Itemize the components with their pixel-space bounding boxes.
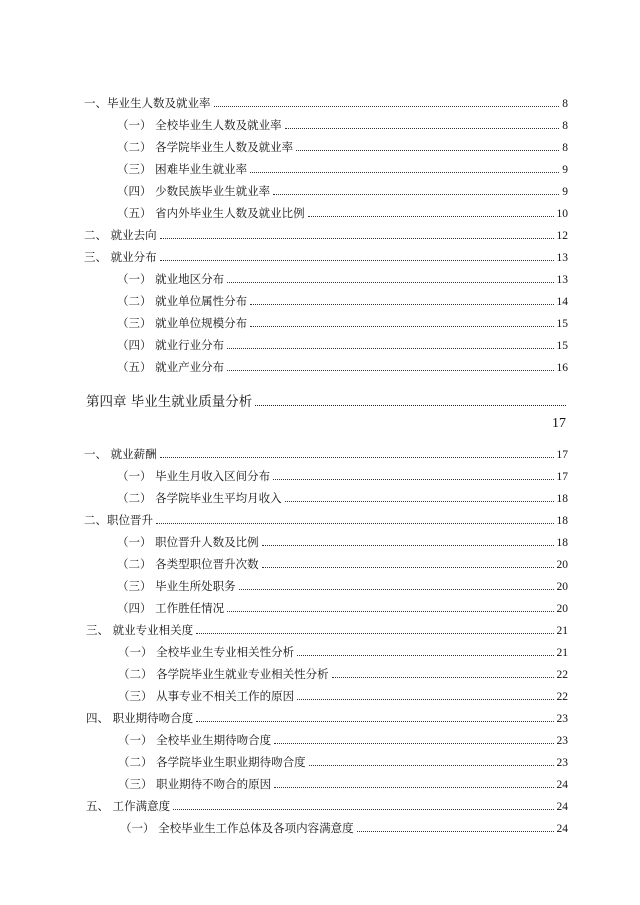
dot-leader <box>308 216 554 217</box>
dot-leader <box>332 677 554 678</box>
toc-page-number: 23 <box>556 757 568 769</box>
toc-entry[interactable] <box>117 534 568 551</box>
dot-leader <box>227 348 553 349</box>
toc-page-number: 15 <box>556 318 568 330</box>
toc-entry-label: （一） 全校毕业生工作总体及各项内容满意度 <box>120 821 354 835</box>
toc-entry[interactable] <box>86 798 568 815</box>
toc-entry-label: 二、 就业去向 <box>84 228 157 242</box>
toc-entry-label: 三、 就业专业相关度 <box>86 623 194 637</box>
toc-entry[interactable] <box>118 644 568 661</box>
dot-leader <box>160 238 554 239</box>
toc-entry-label: （五） 省内外毕业生人数及就业比例 <box>117 206 305 220</box>
dot-leader <box>274 743 553 744</box>
toc-entry[interactable] <box>118 732 568 749</box>
toc-entry-label: （二） 各学院毕业生平均月收入 <box>117 491 282 505</box>
toc-page-number: 23 <box>556 735 568 747</box>
toc-page-number: 18 <box>556 537 568 549</box>
dot-leader <box>285 501 554 502</box>
toc-entry-label: （五） 就业产业分布 <box>117 360 225 374</box>
toc-entry[interactable] <box>117 337 568 354</box>
toc-entry[interactable] <box>84 512 568 529</box>
toc-page-number: 24 <box>556 801 568 813</box>
toc-entry-label: （二） 各学院毕业生职业期待吻合度 <box>118 755 306 769</box>
toc-entry-label: 二、职位晋升 <box>84 513 153 527</box>
toc-entry-label: 一、毕业生人数及就业率 <box>84 96 211 110</box>
toc-page-number: 21 <box>556 647 568 659</box>
toc-page-number: 14 <box>556 296 568 308</box>
toc-page-number: 18 <box>556 515 568 527</box>
toc-entry[interactable] <box>117 117 568 134</box>
toc-entry-label: （一） 全校毕业生人数及就业率 <box>117 118 282 132</box>
dot-leader <box>250 304 553 305</box>
toc-entry-label: （一） 就业地区分布 <box>117 272 225 286</box>
toc-entry-label: （二） 各学院毕业生就业专业相关性分析 <box>118 667 329 681</box>
toc-page-number: 18 <box>556 493 568 505</box>
dot-leader <box>156 523 554 524</box>
toc-page-number: 9 <box>562 186 568 198</box>
toc-page-number: 10 <box>556 208 568 220</box>
toc-page-number: 12 <box>556 230 568 242</box>
toc-entry-label: （三） 困难毕业生就业率 <box>117 162 248 176</box>
toc-entry[interactable] <box>117 315 568 332</box>
toc-entry-label: 五、 工作满意度 <box>86 799 171 813</box>
toc-entry-label: 一、 就业薪酬 <box>84 447 157 461</box>
toc-page-number: 15 <box>556 340 568 352</box>
dot-leader <box>255 405 566 406</box>
dot-leader <box>309 765 554 766</box>
dot-leader <box>250 326 553 327</box>
toc-entry[interactable] <box>117 490 568 507</box>
toc-entry-label: （二） 各学院毕业生人数及就业率 <box>117 140 294 154</box>
toc-page-number: 8 <box>562 120 568 132</box>
toc-entry[interactable] <box>117 556 568 573</box>
toc-page-number: 13 <box>556 252 568 264</box>
toc-page-number: 13 <box>556 274 568 286</box>
dot-leader <box>173 809 553 810</box>
dot-leader <box>357 831 554 832</box>
toc-entry-label: （四） 就业行业分布 <box>117 338 225 352</box>
toc-entry[interactable] <box>120 820 568 837</box>
toc-entry[interactable] <box>117 600 568 617</box>
dot-leader <box>274 787 553 788</box>
toc-entry[interactable] <box>86 622 568 639</box>
chapter-page-number: 17 <box>552 416 566 431</box>
toc-entry[interactable] <box>117 293 568 310</box>
dot-leader <box>262 567 554 568</box>
toc-entry[interactable] <box>118 666 568 683</box>
toc-entry[interactable] <box>117 271 568 288</box>
dot-leader <box>239 589 554 590</box>
toc-entry[interactable] <box>117 578 568 595</box>
toc-entry-label: （三） 职业期待不吻合的原因 <box>118 777 272 791</box>
toc-page-number: 22 <box>556 669 568 681</box>
toc-entry[interactable] <box>84 95 568 112</box>
toc-entry-label: （三） 毕业生所处职务 <box>117 579 236 593</box>
toc-entry-label: （四） 少数民族毕业生就业率 <box>117 184 271 198</box>
dot-leader <box>196 633 553 634</box>
toc-page-number: 20 <box>556 559 568 571</box>
toc-page-number: 8 <box>562 98 568 110</box>
toc-entry-label: （一） 全校毕业生期待吻合度 <box>118 733 272 747</box>
dot-leader <box>297 699 553 700</box>
toc-entry-label: （三） 从事专业不相关工作的原因 <box>118 689 295 703</box>
dot-leader <box>262 545 554 546</box>
dot-leader <box>250 172 559 173</box>
dot-leader <box>285 128 560 129</box>
toc-page-number: 24 <box>556 823 568 835</box>
toc-entry[interactable] <box>117 161 568 178</box>
toc-entry[interactable] <box>117 205 568 222</box>
dot-leader <box>297 655 553 656</box>
toc-entry-label: 四、 职业期待吻合度 <box>86 711 194 725</box>
toc-entry[interactable] <box>84 446 568 463</box>
toc-entry-label: （三） 就业单位规模分布 <box>117 316 248 330</box>
dot-leader <box>227 611 553 612</box>
toc-page-number: 20 <box>556 603 568 615</box>
dot-leader <box>227 370 553 371</box>
toc-entry-label: （一） 职位晋升人数及比例 <box>117 535 259 549</box>
toc-entry[interactable] <box>84 227 568 244</box>
toc-page-number: 22 <box>556 691 568 703</box>
dot-leader <box>160 457 554 458</box>
toc-page-number: 20 <box>556 581 568 593</box>
toc-entry-label: （一） 毕业生月收入区间分布 <box>117 469 271 483</box>
toc-entry[interactable] <box>117 468 568 485</box>
toc-entry-label: （一） 全校毕业生专业相关性分析 <box>118 645 295 659</box>
toc-entry[interactable] <box>118 754 568 771</box>
toc-page-number: 21 <box>556 625 568 637</box>
dot-leader <box>160 260 554 261</box>
toc-page-number: 17 <box>556 449 568 461</box>
toc-entry[interactable] <box>86 710 568 727</box>
toc-entry-label: 三、 就业分布 <box>84 250 157 264</box>
toc-page-number: 8 <box>562 142 568 154</box>
dot-leader <box>273 194 559 195</box>
toc-entry[interactable] <box>117 359 568 376</box>
toc-entry[interactable] <box>117 139 568 156</box>
dot-leader <box>273 479 553 480</box>
dot-leader <box>296 150 559 151</box>
toc-entry[interactable] <box>118 688 568 705</box>
dot-leader <box>214 106 560 107</box>
toc-entry[interactable] <box>118 776 568 793</box>
toc-page-number: 23 <box>556 713 568 725</box>
toc-entry-label: （二） 就业单位属性分布 <box>117 294 248 308</box>
chapter-title: 第四章 毕业生就业质量分析 <box>86 394 253 410</box>
toc-page-number: 9 <box>562 164 568 176</box>
toc-entry[interactable] <box>117 183 568 200</box>
toc-page-number: 24 <box>556 779 568 791</box>
toc-page-number: 17 <box>556 471 568 483</box>
dot-leader <box>227 282 553 283</box>
toc-page-number: 16 <box>556 362 568 374</box>
chapter-heading[interactable] <box>86 390 566 432</box>
toc-entry-label: （四） 工作胜任情况 <box>117 601 225 615</box>
dot-leader <box>196 721 553 722</box>
toc-entry[interactable] <box>84 249 568 266</box>
toc-entry-label: （二） 各类型职位晋升次数 <box>117 557 259 571</box>
